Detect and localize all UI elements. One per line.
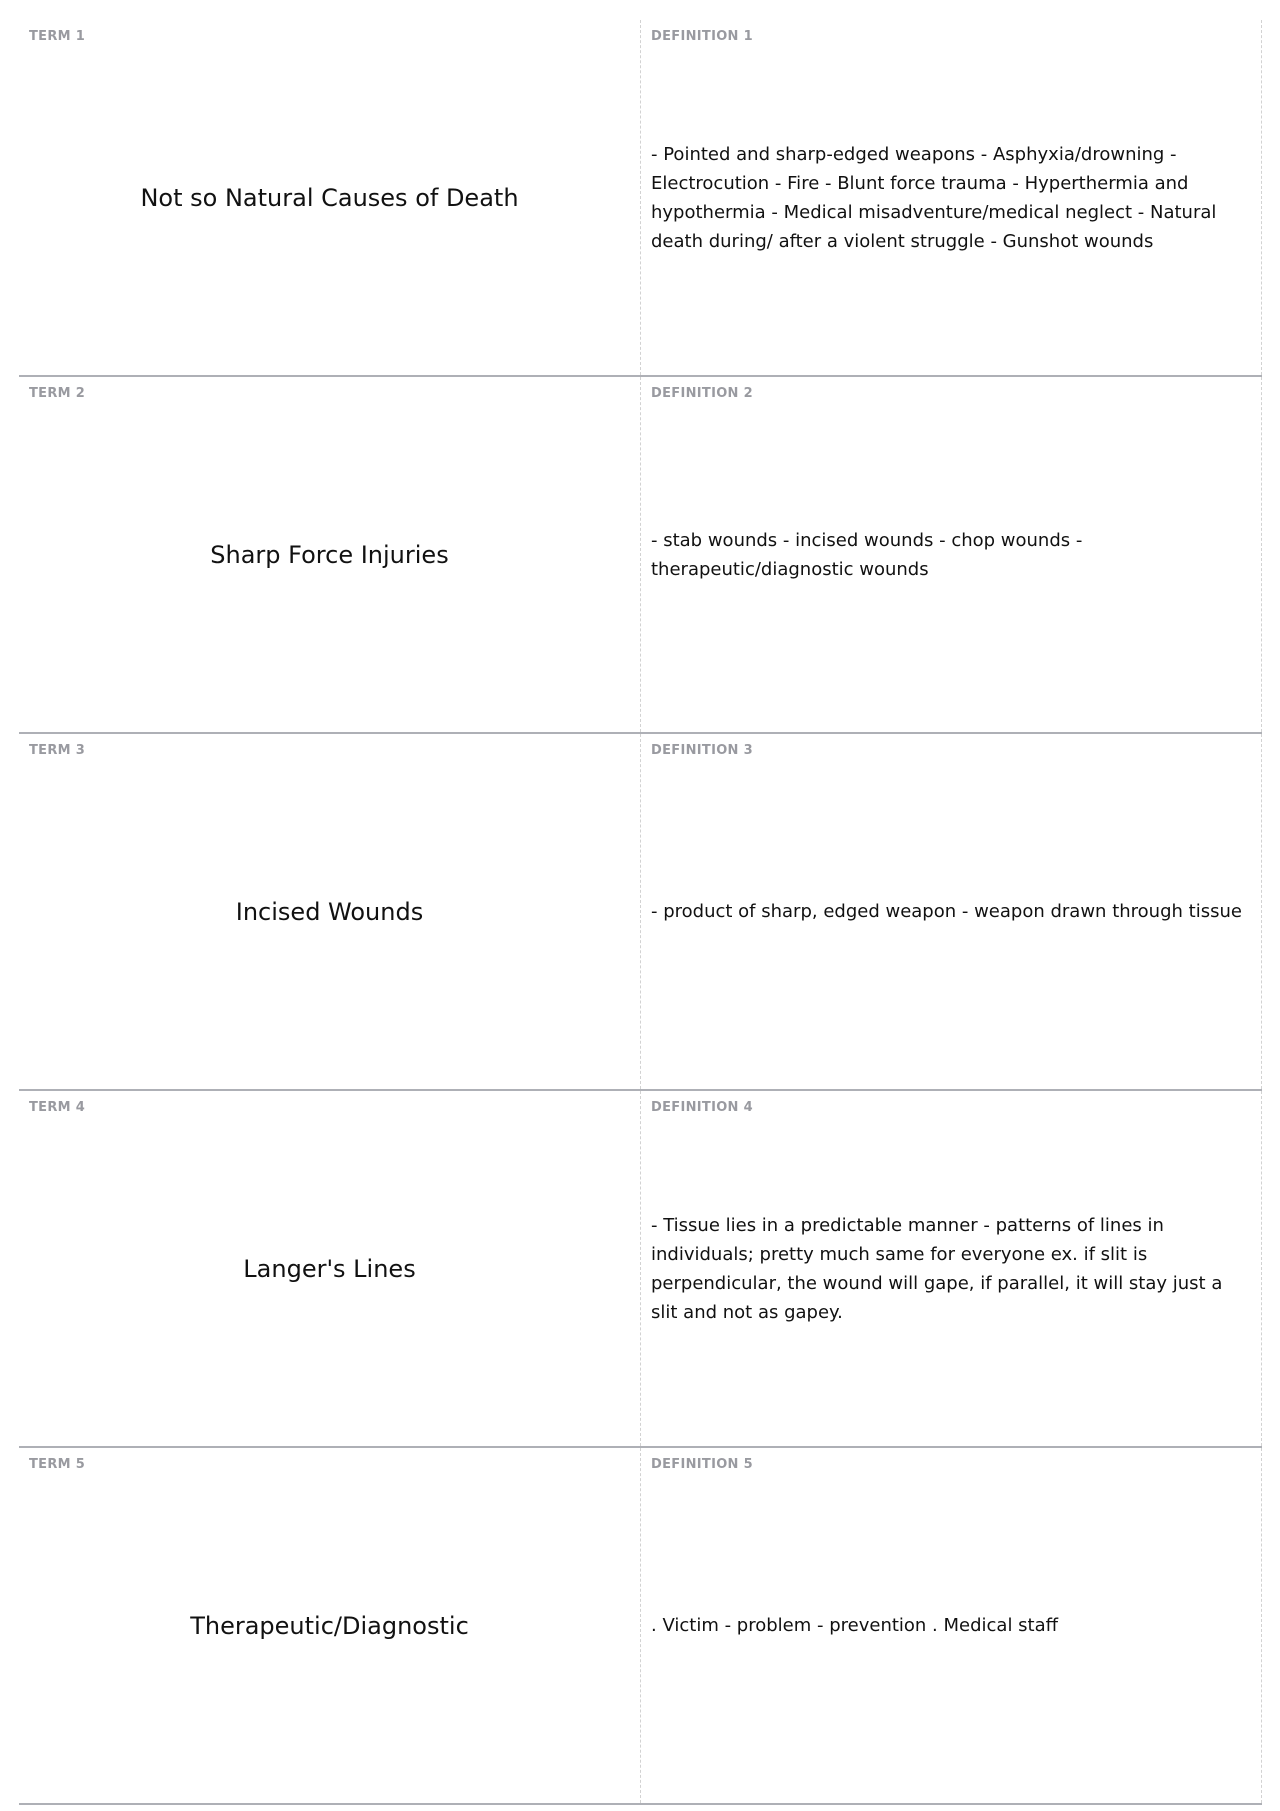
term-label: TERM 1 [29,29,86,44]
term-text: Langer's Lines [243,1254,416,1283]
term-text: Sharp Force Injuries [210,540,449,569]
flashcard-row [19,1448,1262,1805]
term-text: Not so Natural Causes of Death [140,183,519,212]
definition-text: - Pointed and sharp-edged weapons - Asphyxia/drowning - Electrocution - Fire - Blunt force trauma - Hyperthermia and hypothermia - Medical misadventure/medical neglect - Natural death during/ after a violent struggle - Gunshot wounds [651,143,1217,252]
term-cell [19,377,641,732]
definition-cell [641,377,1262,732]
flashcard-sheet [19,20,1262,1805]
definition-cell [641,734,1262,1089]
term-label: TERM 5 [29,1457,86,1472]
definition-text: . Victim - problem - prevention . Medical staff [651,1615,1059,1636]
definition-label: DEFINITION 5 [651,1457,753,1472]
definition-label: DEFINITION 1 [651,29,753,44]
term-cell [19,20,641,375]
definition-text: - stab wounds - incised wounds - chop wounds - therapeutic/diagnostic wounds [651,529,1083,580]
definition-cell [641,1448,1262,1803]
definition-text: - Tissue lies in a predictable manner - patterns of lines in individuals; pretty much same for everyone ex. if slit is perpendicular, the wound will gape, if parallel, it will stay just a slit and not as gapey. [651,1214,1223,1323]
term-text: Therapeutic/Diagnostic [190,1611,469,1640]
term-cell [19,734,641,1089]
definition-label: DEFINITION 4 [651,1100,753,1115]
flashcard-row [19,20,1262,377]
flashcard-row [19,377,1262,734]
term-label: TERM 4 [29,1100,86,1115]
definition-text: - product of sharp, edged weapon - weapon drawn through tissue [651,901,1242,922]
flashcard-row [19,1091,1262,1448]
term-cell [19,1448,641,1803]
term-label: TERM 2 [29,386,86,401]
definition-label: DEFINITION 2 [651,386,753,401]
term-label: TERM 3 [29,743,86,758]
definition-label: DEFINITION 3 [651,743,753,758]
term-text: Incised Wounds [235,897,424,926]
definition-cell [641,1091,1262,1446]
flashcard-row [19,734,1262,1091]
definition-cell [641,20,1262,375]
term-cell [19,1091,641,1446]
